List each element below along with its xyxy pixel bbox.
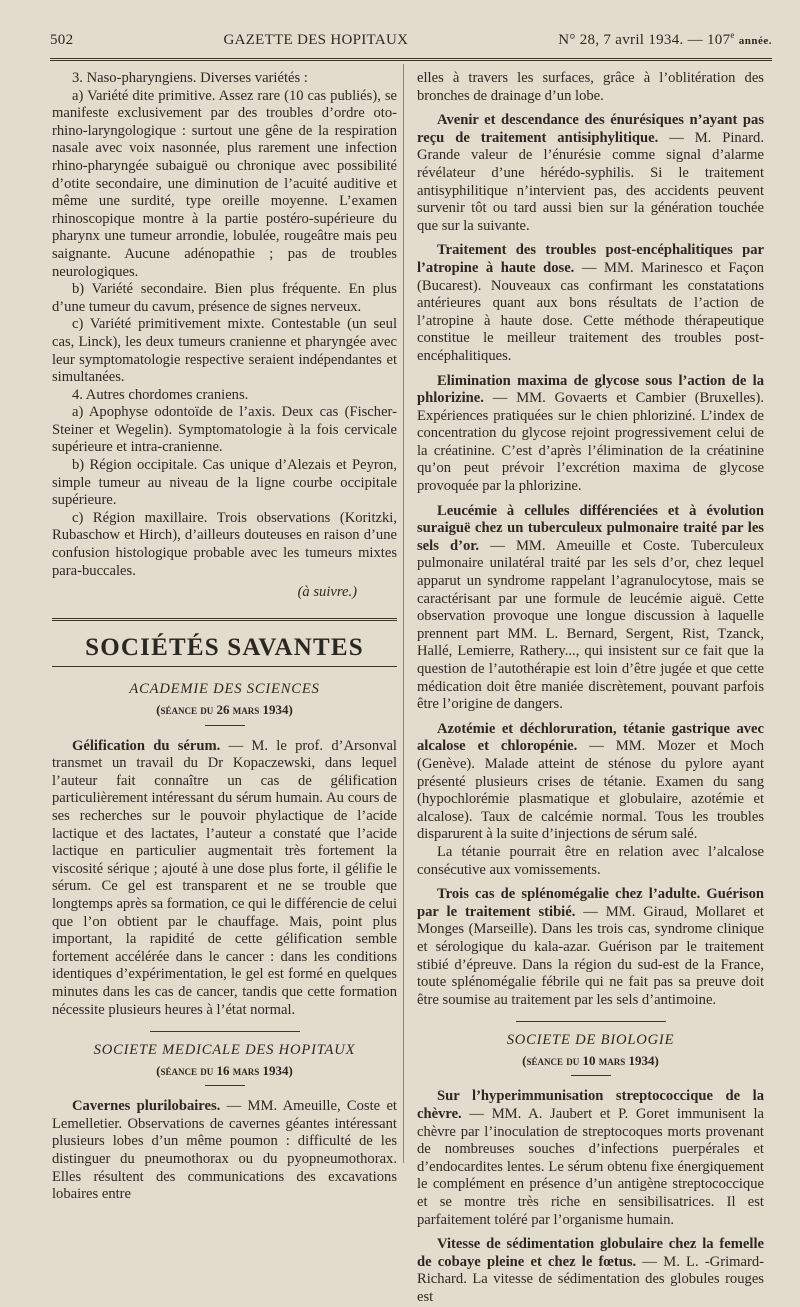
item3-a: a) Variété dite primitive. Assez rare (10 cas publiés), se manifeste exclusivement par des troubles d’ordre oto-rhino-laryngologique : surtout une gêne de la respiration nasale avec voix nasonnée, plus rarement une infection rhino-pharyngée subaiguë ou chronique avec possibilité d’otite secondaire, une diminution de l’acuité auditive et même une surdité, type oreille moyenne. L’examen rhinoscopique montre à la partie postéro-supérieure du pharynx une tumeur arrondie, lobulée, rougeâtre mais peu saignante. Aucune adénopathie ; pas de troubles neurologiques. xyxy=(52,87,397,280)
cavernes-continued: elles à travers les surfaces, grâce à l’oblitération des bronches de drainage d’un lobe. xyxy=(417,70,764,104)
biologie-title: SOCIETE DE BIOLOGIE xyxy=(506,1032,675,1049)
right-column xyxy=(417,70,764,1307)
to-be-continued: (à suivre.) xyxy=(297,584,357,601)
item3-title: 3. Naso-pharyngiens. Diverses variétés : xyxy=(72,70,308,86)
sedimentation-article: Vitesse de sédimentation globulaire chez la femelle de cobaye pleine et chez le fœtus. — M. L. -Grimard-Richard. La vitesse de sédimentation des globules rouges est xyxy=(417,1236,764,1305)
azotemie-article: Azotémie et déchloruration, tétanie gastrique avec alcalose et chloropénie. — MM. Mozer et Moch (Genève). Malade atteint de sténose du pylore ayant présenté plusieurs crises de tétanie. Examen du sang (hypochlorémie plasmatique et globulaire, azotémie et alcalose). Taux de calcémie normal. Tous les troubles disparurent à la suite d’injections de sérum salé. xyxy=(417,720,764,843)
splenomegalie-article: Trois cas de splénomégalie chez l’adulte. Guérison par le traitement stibié. — MM. Giraud, Mollaret et Monges (Marseille). Dans les trois cas, syndrome clinique et sérologique du kala-azar. Guérison par le traitement stibié d’épreuve. Dans la région du sud-est de la France, toute splénomégalie fébrile qui ne fait pas sa preuve doit être soumise au traitement par les sels d’antimoine. xyxy=(417,886,764,1008)
page-number: 502 xyxy=(50,32,74,48)
biologie-session: (séance du 10 mars 1934) xyxy=(522,1052,659,1068)
cavernes-article: Cavernes plurilobaires. — MM. Ameuille, Coste et Lemelletier. Observations de cavernes géantes intéressant plusieurs lobes d’un même poumon : difficulté de les distinguer du pneumothorax ou du pyopneumothorax. Elles résultent des communications des excavations lobaires entre xyxy=(52,1098,397,1203)
hyperimmunisation-article: Sur l’hyperimmunisation streptococcique de la chèvre. — MM. A. Jaubert et P. Goret immunisent la chèvre par l’inoculation de streptocoques morts provenant de nombreuses souches d’infections puerpérales et d’endocardites lentes. Le sérum obtenu fixe énergiquement le complément en présence d’un antigène streptococcique et se montre très riche en sensibilisatrices. Il est parfaitement toléré par l’organisme humain. xyxy=(417,1088,764,1228)
left-column xyxy=(52,70,397,1204)
column-divider xyxy=(403,64,404,1163)
leucemie-article: Leucémie à cellules différenciées et à évolution suraiguë chez un tuberculeux pulmonaire traité par les sels d’or. — MM. Ameuille et Coste. Tuberculeux pulmonaire unilatéral traité par les sels d’or, chez lequel apparut un syndrome rappelant l’agranulocytose, mais se caractérisant par une formule de leucémie aiguë. Cette observation provoque une longue discussion à laquelle prennent part MM. L. Bernard, Sergent, Rist, Tzanck, Hallé, Lemierre, Rathery..., qui insistent sur ce fait que la question de l’autothérapie est loin d’être jugée et que cette médication doit être maniée discrètement, pouvant parfois être l’origine de dangers. xyxy=(417,502,764,713)
item4-b: b) Région occipitale. Cas unique d’Alezais et Peyron, simple tumeur au niveau de la ligne courbe occipitale supérieure. xyxy=(52,457,397,509)
smh-top-rule xyxy=(150,1031,300,1032)
azotemie-more: La tétanie pourrait être en relation avec l’alcalose consécutive aux vomissements. xyxy=(417,843,764,878)
academie-session: (séance du 26 mars 1934) xyxy=(156,702,293,717)
item3-b: b) Variété secondaire. Bien plus fréquente. En plus d’une tumeur du cavum, présence de signes nerveux. xyxy=(52,281,397,315)
enuresie-article: Avenir et descendance des énurésiques n’ayant pas reçu de traitement antisiphylitique. — M. Pinard. Grande valeur de l’énurésie comme signal d’alarme révélateur d’une hérédo-syphilis. Si le traitement antisyphilitique n’intervient pas, des accidents peuvent survenir tôt ou tard aussi bien sur la génération touchée que sur la suivante. xyxy=(417,112,764,234)
item4-a: a) Apophyse odontoïde de l’axis. Deux cas (Fischer-Steiner et Wegelin). Symptomatologie à la fois cervicale supérieure et intra-cranienne. xyxy=(52,404,397,456)
item4-title: 4. Autres chordomes craniens. xyxy=(72,386,249,403)
gel-article: Gélification du sérum. — M. le prof. d’Arsonval transmet un travail du Dr Kopaczewski, dans lequel l’auteur fait connaître un cas de gélification particulièrement intéressant du sérum humain. Au cours de ses recherches sur le pouvoir phylactique de l’acide lactique et des lactates, l’auteur a constaté que l’acide lactique en particulier augmentait très fortement la viscosité sérique ; ajouté à une dose plus forte, il gélifie le sérum. Ce gel est transparent et ne se trouble que longtemps après sa formation, ce qui le différencie de celui que l’on obtient par le chauffage. Mais, point plus important, la rapidité de cette gélification semble fortement accélérée dans le cancer : dans les conditions identiques d’expérimentation, le gel est formé en quelques minutes dans les cas de cancer, tandis que cette formation nécessite plusieurs heures à l’état normal. xyxy=(52,737,397,1018)
bio-top-rule xyxy=(516,1021,666,1022)
item4-c: c) Région maxillaire. Trois observations (Koritzki, Rubaschow et Hirch), d’ailleurs douteuses en raison d’une confusion histologique probable avec les tumeurs mixtes para-buccales. xyxy=(52,509,397,579)
journal-title: GAZETTE DES HOPITAUX xyxy=(223,32,409,48)
phlorizine-article: Elimination maxima de glycose sous l’action de la phlorizine. — MM. Govaerts et Cambier (Bruxelles). Expériences pratiquées sur le chien phloriziné. L’index de concentration du glycose rejoint progressivement celui de la créatinine. C’est d’après l’élimination de la créatinine qu’on peut prévoir l’excrétion maxima de glycose provoquée par la phlorizine. xyxy=(417,372,764,495)
section-title: SOCIÉTÉS SAVANTES xyxy=(85,633,364,661)
societes-savantes-block xyxy=(52,618,397,668)
issue-info: N° 28, 7 avril 1934. — 107e année. xyxy=(558,30,772,48)
smh-session: (séance du 16 mars 1934) xyxy=(156,1062,293,1078)
header-rule xyxy=(50,58,772,61)
item3-c: c) Variété primitivement mixte. Contestable (un seul cas, Linck), les deux tumeurs cranienne et pharyngée avec leur symptomatologie respective seraient indépendantes et simultanées. xyxy=(52,316,397,386)
academie-rule xyxy=(205,725,245,726)
section-rule xyxy=(52,666,397,667)
page-header xyxy=(50,30,772,52)
smh-title: SOCIETE MEDICALE DES HOPITAUX xyxy=(93,1042,356,1059)
atropine-article: Traitement des troubles post-encéphalitiques par l’atropine à haute dose. — MM. Marinesco et Façon (Bucarest). Nouveaux cas confirmant les constatations antérieures quant aux bons résultats de l’action de l’atropine à haute dose. Cette méthode thérapeutique constitue le meilleur traitement des troubles post-encéphalitiques. xyxy=(417,242,764,364)
academie-title: ACADEMIE DES SCIENCES xyxy=(129,681,320,698)
smh-rule xyxy=(205,1085,245,1086)
biologie-rule xyxy=(571,1075,611,1076)
